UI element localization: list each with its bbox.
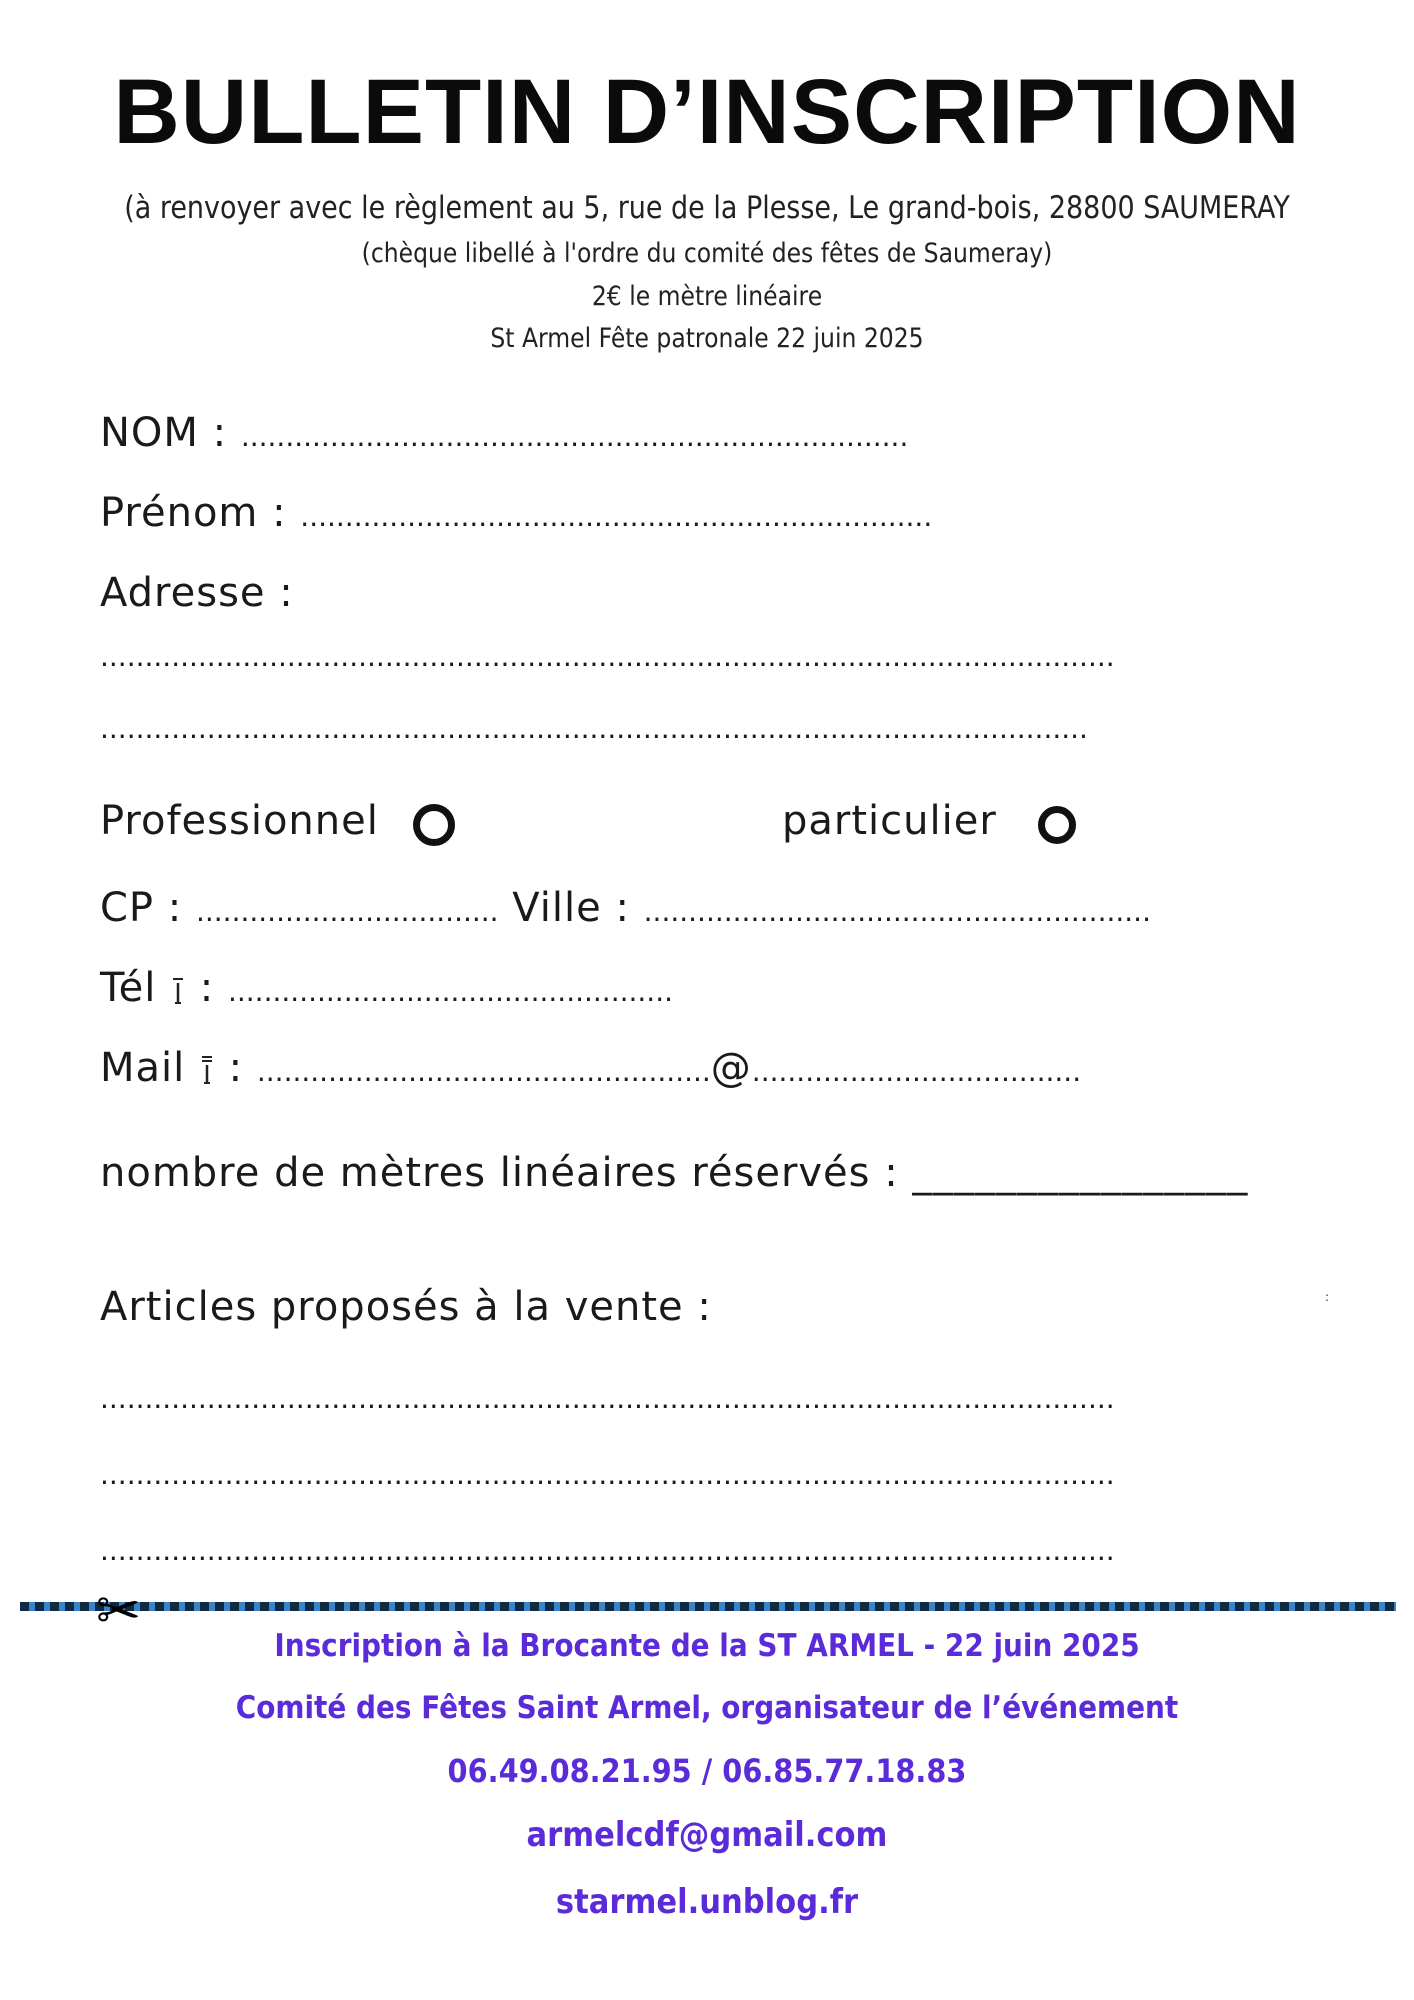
- scissors-icon: ✂: [96, 1579, 142, 1642]
- phone-icon: [170, 970, 186, 1010]
- articles-line-2[interactable]: ..................................................................................................................: [100, 1458, 1115, 1491]
- mail-field[interactable]: [100, 1045, 1081, 1091]
- professionnel-radio[interactable]: [413, 804, 455, 846]
- tel-field[interactable]: [100, 965, 673, 1011]
- mail-domain-dotted-line[interactable]: .....................................: [751, 1055, 1082, 1088]
- ville-label: Ville :: [498, 885, 644, 931]
- mail-icon: [199, 1050, 215, 1090]
- metres-label: nombre de mètres linéaires réservés :: [100, 1150, 913, 1196]
- form-title: BULLETIN D’INSCRIPTION: [113, 61, 1301, 163]
- nom-dotted-line[interactable]: ...........................................................................: [240, 420, 909, 453]
- prenom-label: Prénom :: [100, 490, 301, 536]
- event-name-date: St Armel Fête patronale 22 juin 2025: [490, 323, 924, 354]
- professionnel-label: Professionnel: [100, 798, 379, 844]
- tel-colon: :: [186, 965, 228, 1011]
- articles-label: Articles proposés à la vente :: [100, 1284, 712, 1330]
- cp-ville-row: [100, 885, 1151, 931]
- tel-dotted-line[interactable]: ..................................................: [227, 975, 674, 1008]
- particulier-radio[interactable]: [1038, 806, 1076, 844]
- cp-label: CP :: [100, 885, 196, 931]
- ville-dotted-line[interactable]: .........................................................: [643, 895, 1151, 928]
- return-address: (à renvoyer avec le règlement au 5, rue de la Plesse, Le grand-bois, 28800 SAUMERAY: [124, 190, 1290, 226]
- prenom-dotted-line[interactable]: .......................................................................: [300, 500, 933, 533]
- mail-label: Mail: [100, 1045, 199, 1091]
- footer-email[interactable]: armelcdf@gmail.com: [526, 1815, 888, 1855]
- mail-colon: :: [214, 1045, 257, 1091]
- prenom-field[interactable]: [100, 490, 932, 536]
- footer-event-line: Inscription à la Brocante de la ST ARMEL - 22 juin 2025: [274, 1628, 1140, 1664]
- adresse-label: Adresse :: [100, 570, 294, 616]
- stray-mark: :: [1325, 1290, 1330, 1304]
- particulier-label: particulier: [782, 798, 997, 844]
- articles-line-1[interactable]: ..................................................................................................................: [100, 1382, 1115, 1415]
- cp-dotted-line[interactable]: ..................................: [195, 895, 499, 928]
- cut-dashed-line: [20, 1602, 1396, 1611]
- footer-organizer-line: Comité des Fêtes Saint Armel, organisateur de l’événement: [235, 1690, 1179, 1726]
- price-per-meter: 2€ le mètre linéaire: [591, 281, 823, 312]
- footer-website[interactable]: starmel.unblog.fr: [555, 1882, 859, 1922]
- tel-label: Tél: [100, 965, 171, 1011]
- mail-at-sign: @: [710, 1045, 752, 1091]
- metres-underline[interactable]: ________________: [912, 1150, 1249, 1196]
- mail-user-dotted-line[interactable]: ...................................................: [256, 1055, 711, 1088]
- metres-field[interactable]: [100, 1150, 1248, 1196]
- cheque-instructions: (chèque libellé à l'ordre du comité des fêtes de Saumeray): [361, 238, 1053, 269]
- nom-label: NOM :: [100, 410, 241, 456]
- footer-phone-numbers: 06.49.08.21.95 / 06.85.77.18.83: [447, 1752, 967, 1790]
- adresse-line-2[interactable]: ...............................................................................................................: [100, 712, 1088, 745]
- adresse-line-1[interactable]: ..................................................................................................................: [100, 640, 1115, 673]
- articles-line-3[interactable]: ..................................................................................................................: [100, 1534, 1115, 1567]
- nom-field[interactable]: [100, 410, 908, 456]
